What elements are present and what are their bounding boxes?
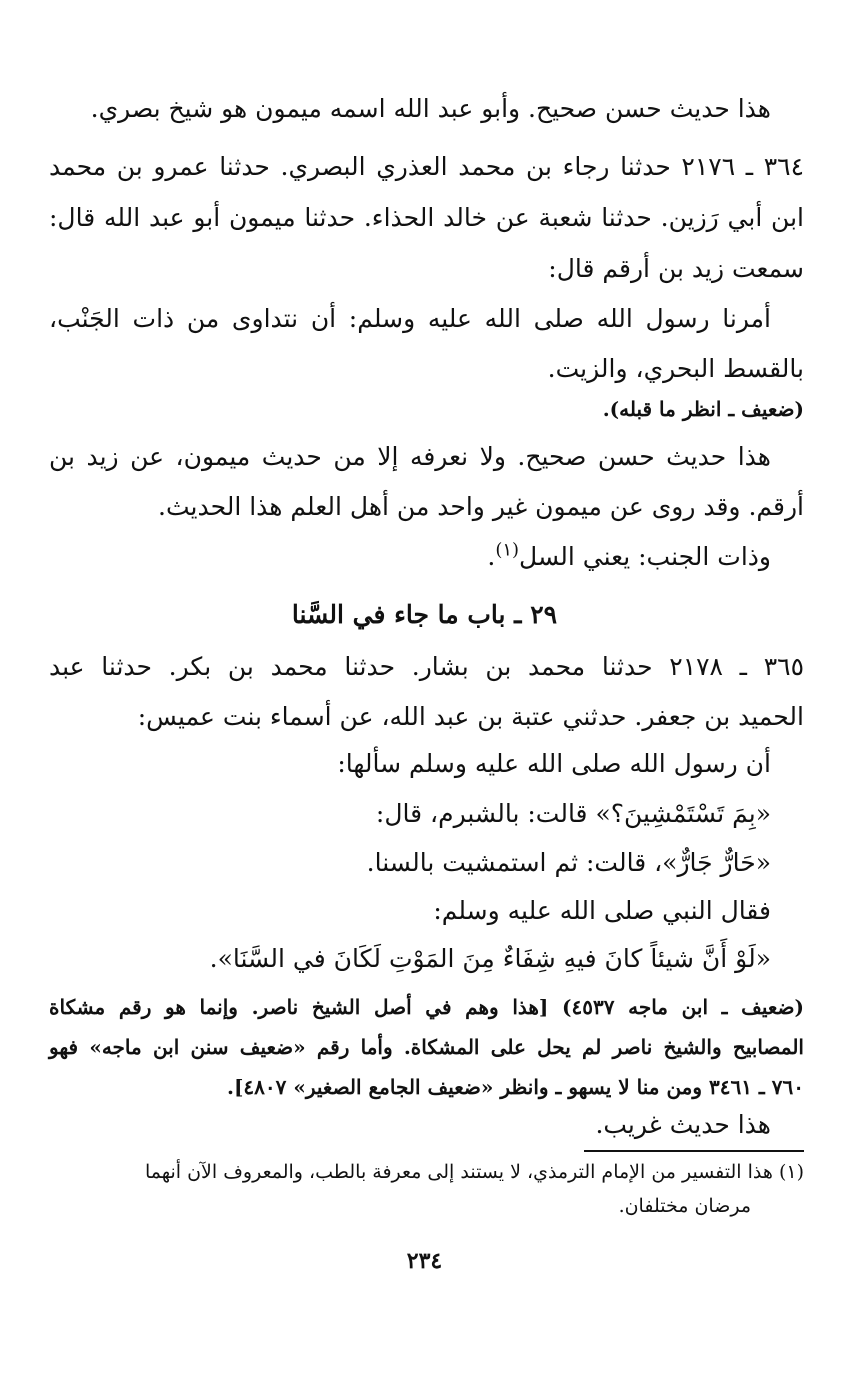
hadith-365-line-2: الحميد بن جعفر. حدثني عتبة بن عبد الله، عن أسماء بنت عميس: (137, 702, 804, 731)
footnote-text-2: مرضان مختلفان. (618, 1195, 751, 1217)
hadith-365-matn-5: «لَوْ أَنَّ شيئاً كانَ فيهِ شِفَاءٌ مِنَ المَوْتِ لَكَانَ في السَّنَا». (209, 944, 771, 973)
hadith-364-matn-1: أمرنا رسول الله صلى الله عليه وسلم: أن نتداوى من ذات الجَنْب، (49, 304, 771, 333)
footnote-reference: (١) (495, 539, 520, 561)
commentary-line-2: أرقم. وقد روى عن ميمون غير واحد من أهل العلم هذا الحديث. (158, 492, 804, 521)
commentary-final: هذا حديث غريب. (595, 1110, 771, 1139)
hadith-364-line-3: سمعت زيد بن أرقم قال: (548, 254, 804, 283)
chapter-heading: ٢٩ ـ باب ما جاء في السَّنا (291, 600, 558, 629)
grading-note: (ضعيف ـ انظر ما قبله). (602, 397, 804, 421)
hadith-364-line-1-text: ٣٦٤ ـ ٢١٧٦ حدثنا رجاء بن محمد العذري البصري. حدثنا عمرو بن محمد (49, 152, 805, 181)
commentary-line-1: هذا حديث حسن صحيح. ولا نعرفه إلا من حديث ميمون، عن زيد بن (49, 442, 771, 471)
hadith-364-matn-2: بالقسط البحري، والزيت. (547, 354, 804, 383)
footnote-marker: (١) (778, 1161, 804, 1183)
grading-note-line-3: ٧٦٠ ـ ٣٤٦١ ومن منا لا يسهو ـ وانظر «ضعيف الجامع الصغير» ٤٨٠٧]. (226, 1075, 804, 1099)
hadith-364-line-2: ابن أبي رَزين. حدثنا شعبة عن خالد الحذاء. حدثنا ميمون أبو عبد الله قال: (49, 203, 804, 232)
footnote-text-1: هذا التفسير من الإمام الترمذي، لا يستند إلى معرفة بالطب، والمعروف الآن أنهما (144, 1161, 773, 1183)
commentary-line-3-text: وذات الجنب: يعني السل (519, 542, 771, 571)
hadith-365-matn-4: فقال النبي صلى الله عليه وسلم: (433, 896, 771, 925)
commentary-line-3-end: . (487, 542, 496, 571)
grading-note-line-1: (ضعيف ـ ابن ماجه ٤٥٣٧) [هذا وهم في أصل الشيخ ناصر. وإنما هو رقم مشكاة (49, 995, 804, 1019)
text-line: هذا حديث حسن صحيح. وأبو عبد الله اسمه ميمون هو شيخ بصري. (90, 94, 771, 123)
grading-note-line-2: المصابيح والشيخ ناصر لم يحل على المشكاة. وأما رقم «ضعيف سنن ابن ماجه» فهو (49, 1035, 804, 1059)
hadith-365-matn-1: أن رسول الله صلى الله عليه وسلم سألها: (337, 749, 771, 778)
hadith-365-matn-3: «حَارٌّ جَارٌّ»، قالت: ثم استمشيت بالسنا. (366, 848, 771, 877)
commentary-line-3 (487, 540, 771, 574)
hadith-364-line-1 (49, 150, 804, 184)
page-number: ٢٣٤ (406, 1248, 443, 1274)
footnote (145, 1158, 804, 1186)
footnote-separator (584, 1150, 804, 1152)
hadith-365-matn-2: «بِمَ تَسْتَمْشِينَ؟» قالت: بالشبرم، قال: (375, 799, 771, 828)
hadith-365-line-1: ٣٦٥ ـ ٢١٧٨ حدثنا محمد بن بشار. حدثنا محمد بن بكر. حدثنا عبد (49, 652, 805, 681)
